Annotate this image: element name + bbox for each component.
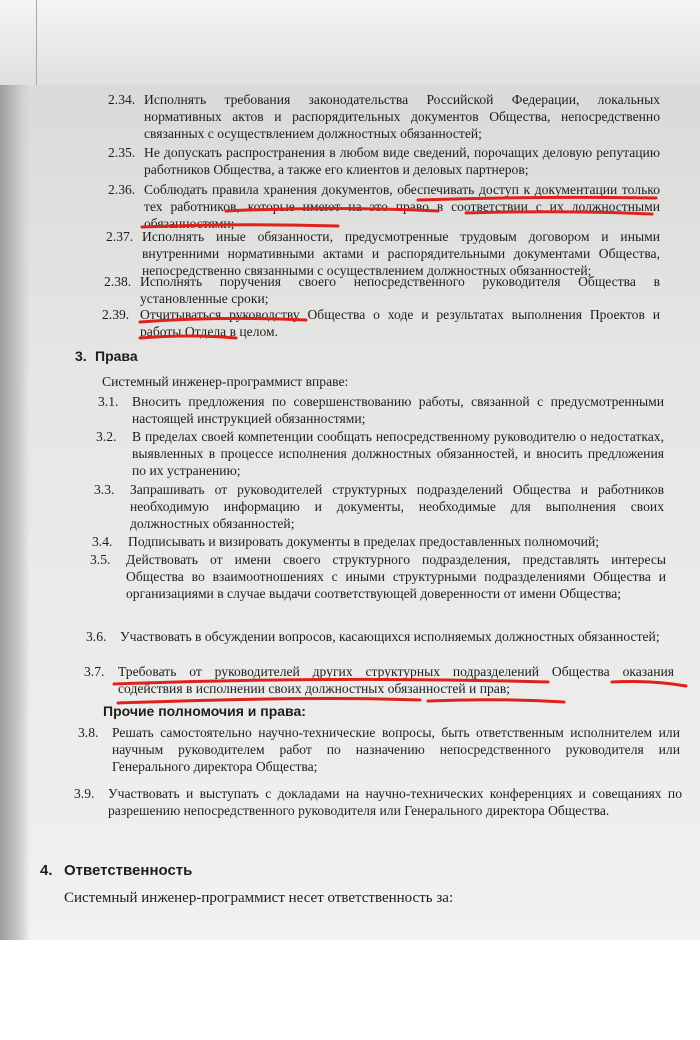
clause-3-8 — [78, 724, 680, 775]
clause-text: Исполнять поручения своего непосредственного руководителя Общества в установленные сроки; — [140, 274, 660, 306]
clause-text: Исполнять требования законодательства Российской Федерации, локальных нормативных актов и распорядительных документов Общества, непосредственно связанных с осуществлением должностных обязанностей; — [144, 92, 660, 141]
clause-3-4 — [92, 533, 664, 550]
clause-number: 3.5. — [90, 552, 111, 567]
clause-text: Запрашивать от руководителей структурных подразделений Общества и работников необходимую информацию и документы, необходимые для выполнения своих должностных обязанностей; — [130, 482, 664, 531]
clause-text: Отчитываться руководству Общества о ходе и результатах выполнения Проектов и работы Отдела в целом. — [140, 307, 660, 339]
clause-3-7 — [84, 663, 674, 697]
clause-3-3 — [94, 481, 664, 532]
clause-text: Не допускать распространения в любом виде сведений, порочащих деловую репутацию работников Общества, а также его клиентов и деловых партнеров; — [144, 145, 660, 177]
clause-3-2 — [96, 428, 664, 479]
clause-text: Соблюдать правила хранения документов, обеспечивать доступ к документации только тех работников, которые имеют на это право в соответствии с их должностными обязанностями; — [144, 182, 660, 231]
clause-2-37 — [106, 228, 660, 279]
underline-3-7-rights — [428, 700, 564, 702]
section-3-intro: Системный инженер-программист вправе: — [102, 374, 349, 389]
section-4-title: Ответственность — [64, 862, 193, 879]
section-4-intro: Системный инженер-программист несет ответственность за: — [64, 890, 454, 906]
clause-text: Требовать от руководителей других структурных подразделений Общества оказания содействия в исполнении своих должностных обязанностей и прав; — [118, 664, 674, 696]
clause-2-35 — [108, 144, 660, 178]
clause-3-1 — [98, 393, 664, 427]
clause-number: 3.4. — [92, 534, 113, 549]
clause-number: 2.39. — [102, 307, 130, 322]
section-4-number: 4. — [40, 862, 53, 879]
clause-text: Подписывать и визировать документы в пределах предоставленных полномочий; — [128, 534, 599, 549]
clause-number: 3.2. — [96, 429, 117, 444]
clause-text: Участвовать в обсуждении вопросов, касающихся исполняемых должностных обязанностей; — [120, 629, 660, 644]
section-3-title: Права — [95, 348, 138, 364]
clause-number: 3.1. — [98, 394, 119, 409]
other-powers-title: Прочие полномочия и права: — [103, 703, 306, 719]
clause-3-9 — [74, 785, 682, 819]
section-3-number: 3. — [75, 348, 87, 364]
clause-text: В пределах своей компетенции сообщать непосредственному руководителю о недостатках, выявленных в процессе исполнения должностных обязанностей, и вносить предложения по их устранению; — [132, 429, 664, 478]
clause-number: 3.8. — [78, 725, 99, 740]
clause-number: 2.35. — [108, 145, 136, 160]
clause-3-5 — [90, 551, 666, 602]
clause-2-36 — [108, 181, 660, 232]
clause-2-38 — [104, 273, 660, 307]
clause-text: Вносить предложения по совершенствованию работы, связанной с предусмотренными настоящей инструкцией обязанностями; — [132, 394, 664, 426]
clause-text: Исполнять иные обязанности, предусмотренные трудовым договором и иными внутренними нормативными актами и распорядительными документами Общества, непосредственно связанными с осуществлением должностных обязанностей; — [142, 229, 660, 278]
clause-number: 3.6. — [86, 629, 107, 644]
clause-number: 3.9. — [74, 786, 95, 801]
clause-number: 3.7. — [84, 664, 105, 679]
clause-text: Действовать от имени своего структурного подразделения, представлять интересы Общества во взаимоотношениях с иными структурными подразделениями Общества и организациями в случае выдачи соответствующей доверенности от имени Общества; — [126, 552, 666, 601]
clause-number: 2.34. — [108, 92, 136, 107]
clause-2-39 — [102, 306, 660, 340]
clause-2-34 — [108, 91, 660, 142]
clause-number: 2.38. — [104, 274, 132, 289]
clause-number: 2.37. — [106, 229, 134, 244]
clause-3-6 — [86, 628, 668, 645]
clause-text: Решать самостоятельно научно-технические вопросы, быть ответственным исполнителем или научным руководителем работ по назначению непосредственного руководителя или Генерального директора Общества; — [112, 725, 680, 774]
clause-number: 2.36. — [108, 182, 136, 197]
clause-number: 3.3. — [94, 482, 115, 497]
clause-text: Участвовать и выступать с докладами на научно-технических конференциях и совещаниях по разрешению непосредственного руководителя или Генерального директора Общества. — [108, 786, 682, 818]
